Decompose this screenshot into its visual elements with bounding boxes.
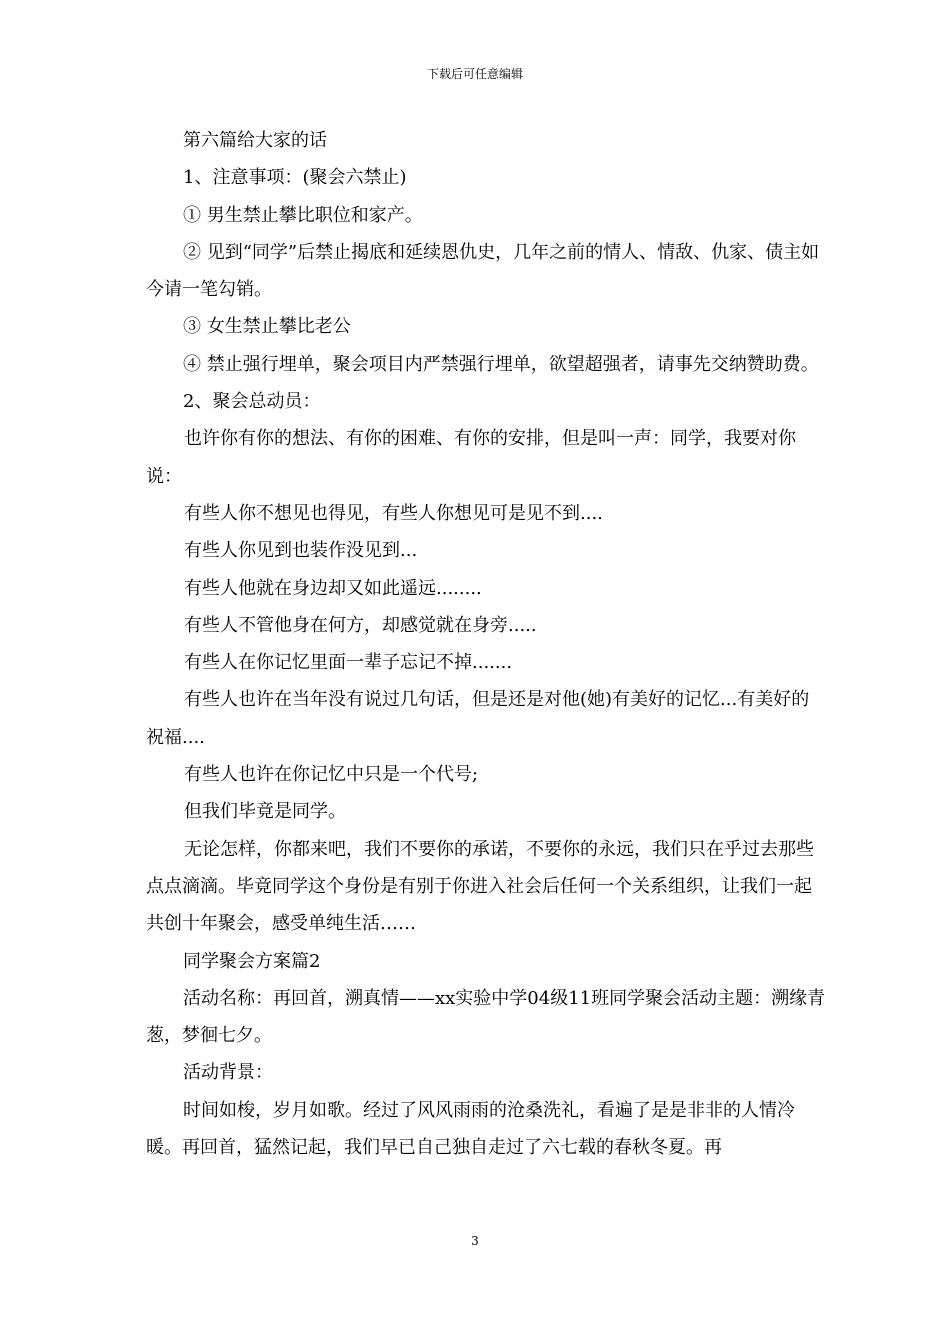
paragraph-line-7: 有些人也许在你记忆中只是一个代号; — [184, 764, 479, 786]
paragraph-intro: 也许你有你的想法、有你的困难、有你的安排，但是叫一声：同学，我要对你说： — [146, 428, 796, 487]
page-number: 3 — [471, 1234, 479, 1248]
paragraph-rule-2: ② 见到“同学”后禁止揭底和延续恩仇史，几年之前的情人、情敌、仇家、债主如今请一笔勾销。 — [146, 241, 820, 301]
paragraph-background-title: 活动背景： — [183, 1062, 273, 1084]
paragraph-line-5: 有些人在你记忆里面一辈子忘记不掉....... — [184, 652, 513, 674]
paragraph-line-6: 有些人也许在当年没有说过几句话，但是还是对他(她)有美好的记忆...有美好的祝福.... — [146, 689, 810, 748]
document-body — [146, 122, 826, 1166]
paragraph-line-3: 有些人他就在身边却又如此遥远........ — [184, 577, 482, 599]
paragraph-notes-title: 1、注意事项：(聚会六禁止) — [183, 167, 407, 189]
paragraph-plan-2-title: 同学聚会方案篇2 — [183, 950, 321, 972]
paragraph-activity-name: 活动名称：再回首，溯真情——xx实验中学04级11班同学聚会活动主题：溯缘青葱，梦徊七夕。 — [146, 987, 826, 1047]
page-footer — [0, 1233, 950, 1249]
header-text: 下载后可任意编辑 — [426, 67, 523, 81]
page-header — [0, 66, 950, 82]
paragraph-rule-4: ④ 禁止强行埋单，聚会项目内严禁强行埋单，欲望超强者，请事先交纳赞助费。 — [183, 353, 819, 375]
paragraph-rule-3: ③ 女生禁止攀比老公 — [183, 316, 351, 338]
paragraph-line-1: 有些人你不想见也得见，有些人你想见可是见不到.... — [184, 502, 603, 524]
paragraph-line-2: 有些人你见到也装作没见到... — [184, 540, 418, 562]
paragraph-mobilization-title: 2、聚会总动员： — [183, 391, 321, 413]
paragraph-line-4: 有些人不管他身在何方，却感觉就在身旁..... — [184, 614, 537, 636]
paragraph-background-text: 时间如梭，岁月如歌。经过了风风雨雨的沧桑洗礼，看遍了是是非非的人情冷暖。再回首，猛然记起，我们早已自己独自走过了六七载的春秋冬夏。再 — [146, 1099, 795, 1159]
paragraph-line-8: 但我们毕竟是同学。 — [184, 801, 346, 823]
paragraph-heading-part6: 第六篇给大家的话 — [183, 130, 327, 151]
paragraph-invitation: 无论怎样，你都来吧，我们不要你的承诺，不要你的永远，我们只在乎过去那些点点滴滴。毕竟同学这个身份是有别于你进入社会后任何一个关系组织，让我们一起共创十年聚会，感受单纯生活…… — [146, 838, 814, 935]
paragraph-rule-1: ① 男生禁止攀比职位和家产。 — [183, 204, 423, 226]
